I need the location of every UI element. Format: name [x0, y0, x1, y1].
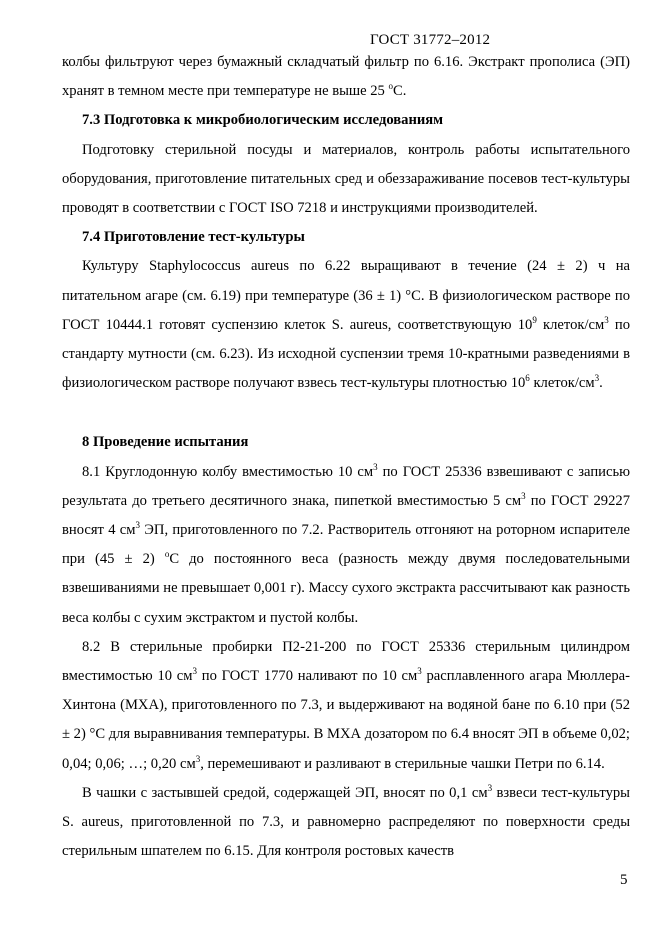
text-run: С. — [393, 83, 407, 100]
text-run: расплавленного агара Мюллера-Хинтона (МХА), приготовленного по 7.3, и выдерживают на водяной бане по 6.10 при (52 ± 2) °С для выравнивания температуры. В МХА дозатором по 6.4 вносят ЭП в объеме 0,02; 0,04; 0,06; …; 0,20 см — [62, 668, 631, 772]
section-heading — [62, 428, 630, 457]
superscript: 3 — [373, 461, 378, 472]
text-run: взвеси тест-культуры S. aureus, приготовленной по 7.3, и равномерно распределяют по поверхности среды стерильным шпателем по 6.15. Для контроля ростовых качеств — [62, 784, 630, 860]
superscript: 3 — [417, 666, 422, 677]
text-run: по стандарту мутности (см. 6.23). Из исходной суспензии тремя 10-кратными разведениями в физиологическом растворе получают взвесь тест-культуры плотностью 10 — [62, 316, 630, 392]
text-run: 8.1 Круглодонную колбу вместимостью 10 см — [82, 463, 374, 480]
text-run: клеток/см — [529, 375, 595, 392]
section-heading — [62, 106, 630, 135]
text-run: по ГОСТ 1770 наливают по 10 см — [197, 668, 418, 685]
superscript: 9 — [532, 314, 537, 325]
superscript: 3 — [604, 314, 609, 325]
text-run: 8 Проведение испытания — [82, 434, 249, 451]
superscript: 3 — [192, 666, 198, 677]
superscript: 3 — [135, 520, 140, 531]
text-run: колбы фильтруют через бумажный складчатый фильтр по 6.16. Экстракт прополиса (ЭП) хранят в темном месте при температуре не выше 25 — [62, 54, 630, 100]
text-run: , перемешивают и разливают в стерильные чашки Петри по 6.14. — [200, 755, 605, 772]
section-heading — [62, 223, 630, 252]
superscript: o — [388, 81, 393, 92]
document-body — [62, 48, 630, 866]
superscript: 3 — [487, 783, 493, 794]
paragraph — [62, 48, 630, 106]
document-header: ГОСТ 31772–2012 — [370, 32, 491, 48]
paragraph — [62, 458, 630, 633]
text-run: В чашки с застывшей средой, содержащей ЭП, вносят по 0,1 см — [82, 784, 488, 801]
text-run: 8.2 В стерильные пробирки П2-21-200 по ГОСТ 25336 стерильным цилиндром вместимостью 10 см — [62, 638, 630, 685]
superscript: 3 — [594, 373, 600, 384]
text-run: по ГОСТ 25336 взвешивают с записью результата до третьего десятичного знака, пипеткой вместимостью 5 см — [62, 463, 630, 509]
superscript: 6 — [525, 373, 530, 384]
paragraph — [62, 252, 630, 398]
text-run: клеток/см — [536, 316, 605, 333]
text-run: ЭП, приготовленного по 7.2. Растворитель отгоняют на роторном испарителе при (45 ± 2) — [62, 522, 630, 568]
superscript: 3 — [195, 753, 201, 764]
text-run: Культуру Staphylococcus aureus по 6.22 выращивают в течение (24 ± 2) ч на питательном агаре (см. 6.19) при температуре (36 ± 1) °С. В физиологическом растворе по ГОСТ 10444.1 готовят суспензию клеток S. aureus, соответствующую 10 — [62, 258, 630, 333]
paragraph — [62, 779, 630, 867]
text-run: по ГОСТ 29227 вносят 4 см — [62, 492, 630, 539]
text-run: 7.3 Подготовка к микробиологическим исследованиям — [82, 112, 444, 129]
paragraph — [62, 136, 630, 224]
superscript: o — [164, 549, 170, 560]
text-run: 7.4 Приготовление тест-культуры — [82, 229, 305, 246]
text-run: . — [599, 375, 603, 392]
superscript: 3 — [521, 490, 526, 501]
page-number: 5 — [620, 872, 628, 888]
text-run: Подготовку стерильной посуды и материалов, контроль работы испытательного оборудования, приготовление питательных сред и обеззараживание посевов тест-культуры проводят в соответствии с ГОСТ ISO 7218 и инструкциями производителей. — [62, 141, 630, 217]
text-run: С до постоянного веса (разность между двумя последовательными взвешиваниями не превышает 0,001 г). Массу сухого экстракта рассчитывают как разность веса колбы с сухим экстрактом и пустой колбы. — [62, 551, 630, 626]
paragraph — [62, 633, 630, 779]
